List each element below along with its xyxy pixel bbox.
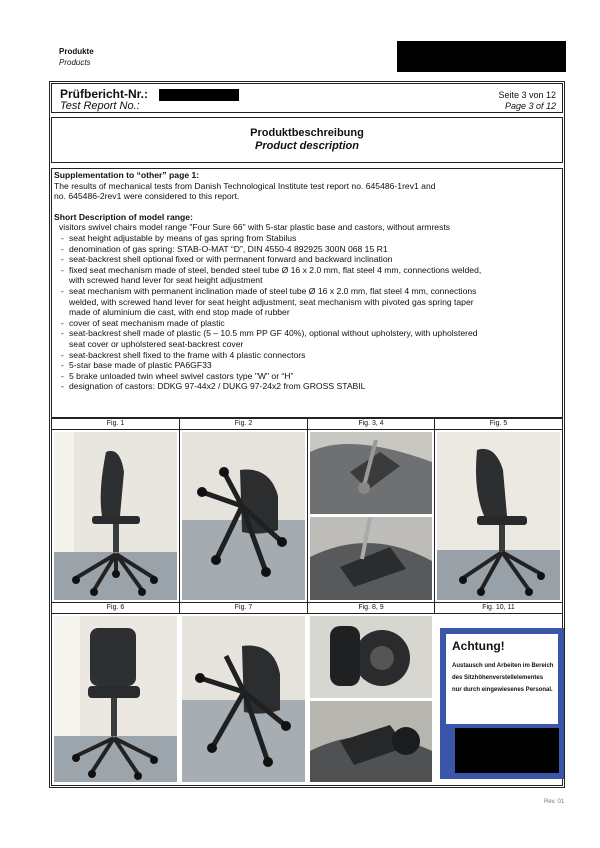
products-label-de: Produkte [59,47,94,56]
warning-line: nur durch eingewiesenes Personal. [452,687,553,693]
figure-label-10-11: Fig. 10, 11 [482,604,515,611]
page-number-en: Page 3 of 12 [504,101,556,111]
list-item-text: cover of seat mechanism made of plastic [69,317,225,328]
page-number-de: Seite 3 von 12 [498,90,556,100]
castor-detail-photo [310,701,432,782]
chair-underside-photo [182,432,305,600]
section-title-box [51,117,563,163]
redaction-block [397,41,566,72]
list-item-text: denomination of gas spring: STAB-O-MAT “D”, DIN 4550-4 892925 300N 068 15 R1 [69,243,388,254]
report-number-label-en: Test Report No.: [60,100,140,112]
report-header-box [51,83,563,113]
list-item-text: 5 brake unloaded twin wheel swivel castors type "W" or “H” [69,370,294,381]
supplementation-text-1: The results of mechanical tests from Danish Technological Institute test report no. 645486-1rev1 and [54,180,436,191]
short-description-intro: visitors swivel chairs model range "Four Sure 66" with 5-star plastic base and castors, without armrests [59,222,451,233]
seat-mechanism-photo-1 [310,432,432,514]
figure-label-6: Fig. 6 [106,604,125,611]
figure-label-7: Fig. 7 [234,604,253,611]
list-item: - seat-backrest shell made of plastic (5 – 10.5 mm PP GF 40%), optional without upholstery, with upholstered seat cover or upholstered seat-backrest cover [61,328,478,349]
warning-sign-text [452,660,556,696]
short-description-heading: Short Description of model range: [54,211,193,222]
list-item-text: seat-backrest shell made of plastic (5 – 10.5 mm PP GF 40%), optional without upholstery, with upholstered [69,328,478,339]
list-item: - denomination of gas spring: STAB-O-MAT “D”, DIN 4550-4 892925 300N 068 15 R1 [61,243,388,254]
description-text [54,170,560,392]
list-item-text: seat mechanism with permanent inclination made of steel tube Ø 16 x 2.0 mm, flat steel 4 mm, connections [69,285,477,296]
chair-side-photo [54,432,177,600]
figure-label-3-4: Fig. 3, 4 [358,420,384,427]
warning-line: des Sitzhöhenverstellelementes [452,675,544,681]
castor-photo [310,616,432,698]
warning-sign [440,628,564,779]
list-item-text: seat-backrest shell fixed to the frame with 4 plastic connectors [69,349,306,360]
chair-rear-photo [54,616,177,782]
list-item-text: fixed seat mechanism made of steel, bended steel tube Ø 16 x 2.0 mm, flat steel 4 mm, connections welded, [69,264,482,275]
warning-line: Austausch und Arbeiten im Bereich [452,663,554,669]
figure-label-1: Fig. 1 [106,420,125,427]
warning-sign-panel [446,634,558,724]
redacted-report-number [159,89,239,101]
list-item: - 5 brake unloaded twin wheel swivel castors type "W" or “H” [61,370,294,381]
supplementation-text-2: no. 645486-2rev1 were considered to this report. [54,191,240,202]
list-item-text: welded, with screwed hand lever for seat height adjustment, seat mechanism with pivoted gas spring taper [69,296,474,307]
chair-front-photo [437,432,560,600]
list-item: - 5-star base made of plastic PA6GF33 [61,360,212,371]
list-item: - seat height adjustable by means of gas spring from Stabilus [61,232,297,243]
list-item-text: 5-star base made of plastic PA6GF33 [69,360,212,371]
list-item: - designation of castors: DDKG 97-44x2 / DUKG 97-24x2 from GROSS STABIL [61,381,366,392]
list-item: - seat-backrest shell fixed to the frame with 4 plastic connectors [61,349,306,360]
list-item: - seat mechanism with permanent inclination made of steel tube Ø 16 x 2.0 mm, flat steel 4 mm, connections welded, with screwed hand lever for seat height adjustment, seat mechanism with pivoted gas spring taper made of aluminium die cast, with end stop made of rubber [61,285,477,318]
list-item-text: seat cover or upholstered seat-backrest cover [69,338,244,349]
list-item-text: made of aluminium die cast, with end stop made of rubber [69,307,290,318]
list-item: - seat-backrest shell optional fixed or with permanent forward and backward inclination [61,254,393,265]
section-title-de: Produktbeschreibung [250,127,364,139]
figure-label-5: Fig. 5 [489,420,508,427]
figure-label-8-9: Fig. 8, 9 [358,604,384,611]
report-number-label-de: Prüfbericht-Nr.: [60,87,149,101]
redaction-block [455,728,559,773]
list-item: - cover of seat mechanism made of plastic [61,317,225,328]
list-item-text: seat-backrest shell optional fixed or with permanent forward and backward inclination [69,254,393,265]
products-label-en: Products [59,58,91,67]
seat-mechanism-photo-2 [310,517,432,600]
supplementation-heading: Supplementation to “other” page 1: [54,170,200,180]
section-title-en: Product description [255,140,359,152]
warning-sign-title: Achtung! [452,639,505,653]
description-box [51,168,563,418]
list-item: - fixed seat mechanism made of steel, bended steel tube Ø 16 x 2.0 mm, flat steel 4 mm, connections welded, with screwed hand lever for seat height adjustment [61,264,482,286]
revision-note: Rev. 01 [544,799,565,805]
figure-label-2: Fig. 2 [234,420,253,427]
chair-base-photo [182,616,305,782]
list-item-text: seat height adjustable by means of gas spring from Stabilus [69,232,297,243]
list-item-text: designation of castors: DDKG 97-44x2 / DUKG 97-24x2 from GROSS STABIL [69,381,366,392]
list-item-text: with screwed hand lever for seat height adjustment [69,275,263,286]
